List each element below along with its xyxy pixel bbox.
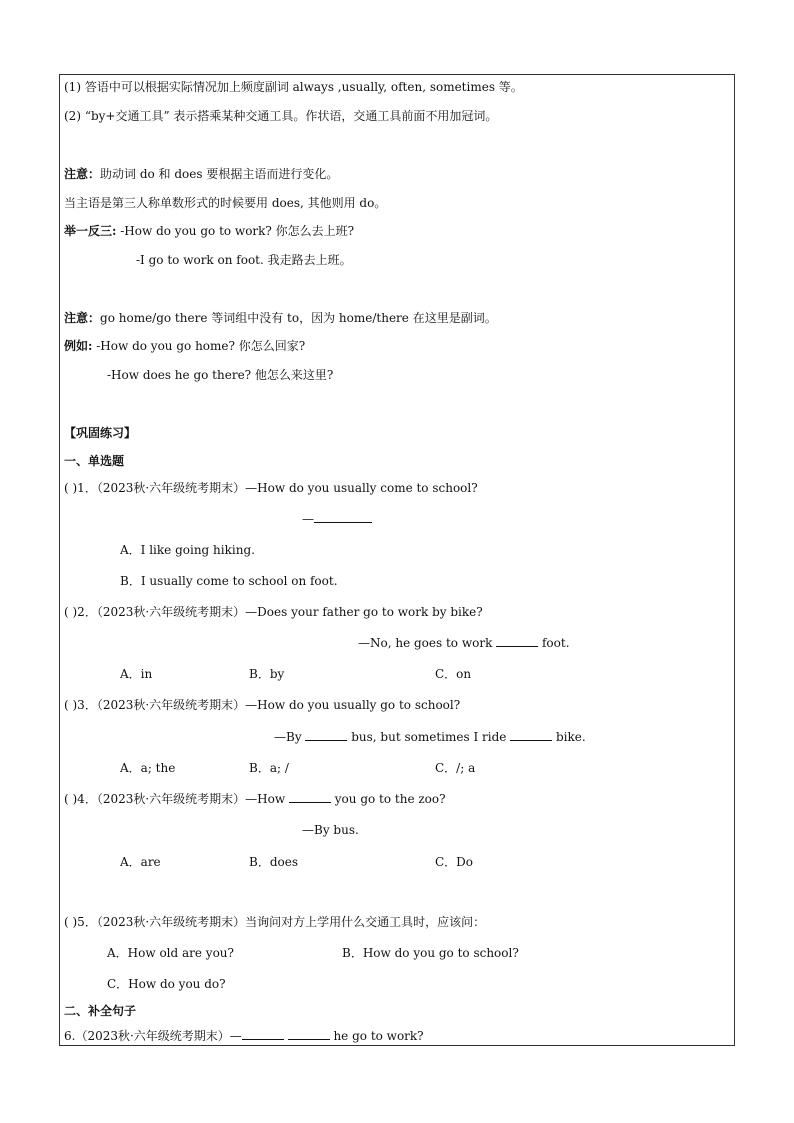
q1-option-b[interactable]: B．I usually come to school on foot. — [120, 574, 338, 588]
stem-text: ( )4．（2023秋·六年级统考期末）—How — [64, 792, 289, 806]
q4-stem — [64, 791, 446, 807]
q2-option-c[interactable]: C．on — [435, 667, 472, 681]
note-2: (2) “by+交通工具” 表示搭乘某种交通工具。作状语，交通工具前面不用加冠词。 — [64, 109, 498, 123]
attention-text: go home/go there 等词组中没有 to，因为 home/there 在这里是副词。 — [100, 311, 497, 325]
q4-reply: —By bus. — [302, 823, 359, 837]
attention-1 — [64, 166, 338, 182]
attention-text: 助动词 do 和 does 要根据主语而进行变化。 — [100, 167, 339, 181]
answer-blank[interactable] — [289, 791, 331, 803]
content-frame — [59, 74, 735, 1046]
q6-stem — [64, 1028, 424, 1044]
q4-option-c[interactable]: C．Do — [435, 855, 474, 869]
example-2-question — [64, 338, 305, 354]
q2-option-a[interactable]: A．in — [120, 667, 153, 681]
reply-text: —No, he goes to work — [358, 636, 497, 650]
example-label: 例如: — [64, 339, 93, 353]
q5-stem: ( )5．（2023秋·六年级统考期末）当询问对方上学用什么交通工具时，应该问： — [64, 915, 486, 929]
q3-option-c[interactable]: C．/; a — [435, 761, 476, 775]
reply-text: bike. — [552, 730, 586, 744]
answer-blank[interactable] — [510, 729, 552, 741]
q3-stem: ( )3．（2023秋·六年级统考期末）—How do you usually go to school? — [64, 698, 461, 712]
example-1-answer: -I go to work on foot. 我走路去上班。 — [136, 253, 352, 267]
example-text: -How do you go home? 你怎么回家? — [92, 339, 306, 353]
q2-reply — [358, 635, 570, 651]
does-rule: 当主语是第三人称单数形式的时候要用 does, 其他则用 do。 — [64, 196, 387, 210]
reply-text: —By — [274, 730, 306, 744]
stem-text: he go to work? — [329, 1029, 424, 1043]
q2-option-b[interactable]: B．by — [249, 667, 285, 681]
q1-stem: ( )1．（2023秋·六年级统考期末）—How do you usually come to school? — [64, 481, 478, 495]
attention-2 — [64, 310, 497, 326]
q2-stem: ( )2．（2023秋·六年级统考期末）—Does your father go to work by bike? — [64, 605, 483, 619]
practice-heading: 【巩固练习】 — [64, 426, 137, 440]
example-2-answer: -How does he go there? 他怎么来这里? — [107, 368, 334, 382]
attention-label: 注意： — [64, 167, 101, 181]
answer-blank[interactable] — [314, 511, 372, 523]
reply-dash: — — [302, 512, 314, 526]
q3-option-b[interactable]: B．a; / — [249, 761, 289, 775]
example-label: 举一反三: — [64, 224, 117, 238]
example-text: -How do you go to work? 你怎么去上班? — [116, 224, 355, 238]
stem-text: 6.（2023秋·六年级统考期末）— — [64, 1029, 242, 1043]
q5-option-b[interactable]: B．How do you go to school? — [342, 946, 519, 960]
section-1-title: 一、单选题 — [64, 454, 125, 468]
example-1-question — [64, 223, 354, 239]
answer-blank[interactable] — [496, 635, 538, 647]
q5-option-a[interactable]: A．How old are you? — [107, 946, 234, 960]
q5-option-c[interactable]: C．How do you do? — [107, 977, 226, 991]
stem-text: you go to the zoo? — [330, 792, 446, 806]
q3-reply — [274, 729, 586, 745]
answer-blank[interactable] — [288, 1028, 330, 1040]
reply-text: foot. — [538, 636, 570, 650]
answer-blank[interactable] — [305, 729, 347, 741]
q1-option-a[interactable]: A．I like going hiking. — [120, 543, 255, 557]
reply-text: bus, but sometimes I ride — [347, 730, 511, 744]
section-2-title: 二、补全句子 — [64, 1004, 137, 1018]
answer-blank[interactable] — [242, 1028, 284, 1040]
q4-option-a[interactable]: A．are — [120, 855, 161, 869]
q3-option-a[interactable]: A．a; the — [120, 761, 176, 775]
attention-label: 注意： — [64, 311, 101, 325]
q4-option-b[interactable]: B．does — [249, 855, 298, 869]
note-1: (1) 答语中可以根据实际情况加上频度副词 always ,usually, often, sometimes 等。 — [64, 80, 523, 94]
q1-reply — [302, 511, 372, 527]
